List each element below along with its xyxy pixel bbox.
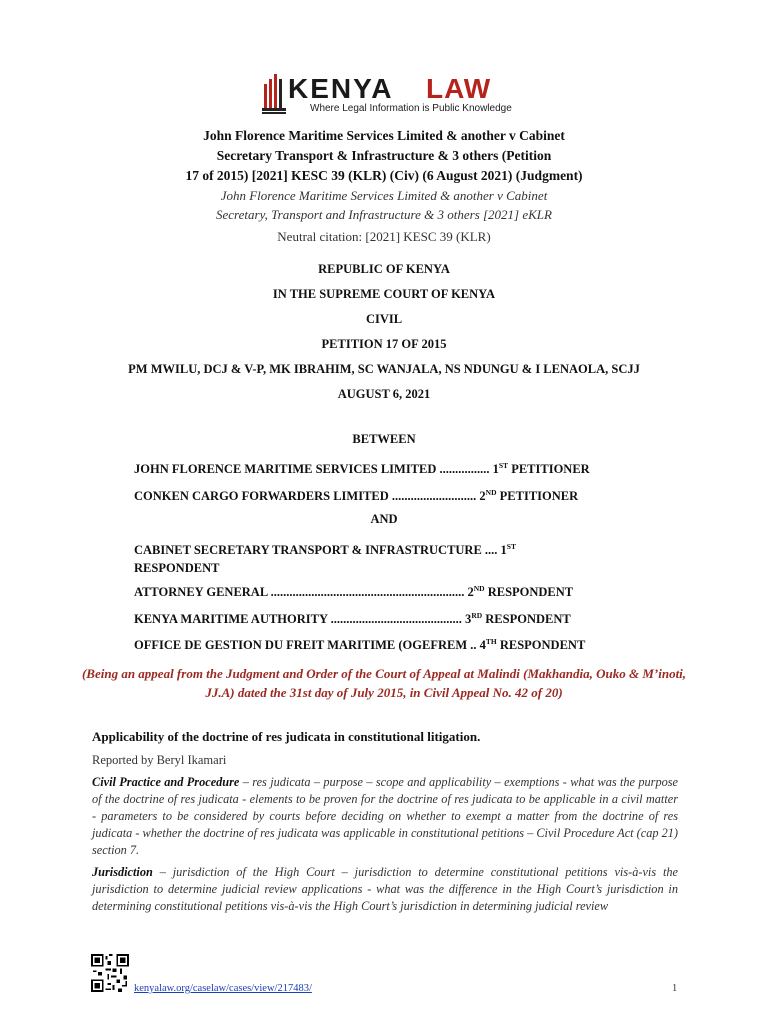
petitioner-1: JOHN FLORENCE MARITIME SERVICES LIMITED ................ 1ST PETITIONER bbox=[134, 461, 590, 477]
republic-heading: REPUBLIC OF KENYA bbox=[318, 262, 450, 276]
case-title-line: Secretary Transport & Infrastructure & 3 others (Petition bbox=[216, 148, 552, 163]
case-title-line: John Florence Maritime Services Limited & another v Cabinet bbox=[203, 128, 565, 143]
respondent-4: OFFICE DE GESTION DU FREIT MARITIME (OGEFREM .. 4TH RESPONDENT bbox=[134, 637, 586, 653]
logo-tagline: Where Legal Information is Public Knowledge bbox=[310, 103, 512, 114]
judgment-date: AUGUST 6, 2021 bbox=[337, 387, 431, 401]
between-heading: BETWEEN bbox=[352, 432, 416, 446]
logo-word-kenya: KENYA bbox=[288, 73, 394, 104]
pillars-logo-icon bbox=[262, 70, 290, 116]
respondent-3: KENYA MARITIME AUTHORITY .......................................... 3RD RESPONDENT bbox=[134, 611, 571, 627]
case-title-line: 17 of 2015) [2021] KESC 39 (KLR) (Civ) (6 August 2021) (Judgment) bbox=[185, 168, 583, 183]
kenya-law-logo bbox=[262, 70, 512, 120]
respondent-2: ATTORNEY GENERAL .............................................................. 2ND RESPONDENT bbox=[134, 584, 574, 600]
summary-paragraph-civil-practice: Civil Practice and Procedure – res judicata – purpose – scope and applicability – exemptions - what was the purpose of the doctrine of res judicata - elements to be proven for the doctrine of res judicata to be applicable in a civil matter - parameters to be considered by courts before deciding on whether to exempt a matter from the doctrine of res judicata - whether the doctrine of res judicata was applicable in constitutional petitions – Civil Procedure Act (cap 21) section 7. bbox=[92, 775, 678, 857]
qr-code-icon bbox=[91, 954, 129, 992]
court-heading: IN THE SUPREME COURT OF KENYA bbox=[272, 287, 496, 301]
paragraph-lead: Civil Practice and Procedure bbox=[92, 775, 240, 789]
case-url-link[interactable]: kenyalaw.org/caselaw/cases/view/217483/ bbox=[134, 983, 312, 994]
alt-citation-line: Secretary, Transport and Infrastructure & 3 others [2021] eKLR bbox=[216, 207, 552, 222]
reported-by: Reported by Beryl Ikamari bbox=[92, 753, 227, 767]
and-heading: AND bbox=[370, 512, 398, 526]
summary-paragraph-jurisdiction: Jurisdiction – jurisdiction of the High Court – jurisdiction to determine constitutional petitions vis-à-vis the jurisdiction to determine judicial review applications - what was the difference in the High Court’s jurisdiction in determining constitutional petitions vis-à-vis the High Court’s jurisdiction in determining judicial review bbox=[92, 865, 678, 913]
summary-heading: Applicability of the doctrine of res judicata in constitutional litigation. bbox=[92, 729, 481, 744]
paragraph-lead: Jurisdiction bbox=[92, 865, 153, 879]
division-heading: CIVIL bbox=[365, 312, 403, 326]
neutral-citation: Neutral citation: [2021] KESC 39 (KLR) bbox=[277, 229, 491, 244]
logo-word-law: LAW bbox=[426, 73, 492, 104]
alternate-citation bbox=[60, 186, 708, 224]
respondent-1: CABINET SECRETARY TRANSPORT & INFRASTRUCTURE .... 1ST RESPONDENT bbox=[134, 542, 516, 576]
page-number: 1 bbox=[672, 983, 678, 994]
coram: PM MWILU, DCJ & V-P, MK IBRAHIM, SC WANJALA, NS NDUNGU & I LENAOLA, SCJJ bbox=[128, 362, 640, 376]
case-title bbox=[60, 126, 708, 186]
petition-number: PETITION 17 OF 2015 bbox=[321, 337, 447, 351]
appeal-note: (Being an appeal from the Judgment and Order of the Court of Appeal at Malindi (Makhandia, Ouko & M’inoti, JJ.A) dated the 31st day of July 2015, in Civil Appeal No. 42 of 20) bbox=[81, 666, 687, 700]
alt-citation-line: John Florence Maritime Services Limited & another v Cabinet bbox=[220, 188, 548, 203]
petitioner-2: CONKEN CARGO FORWARDERS LIMITED ........................... 2ND PETITIONER bbox=[134, 488, 579, 504]
